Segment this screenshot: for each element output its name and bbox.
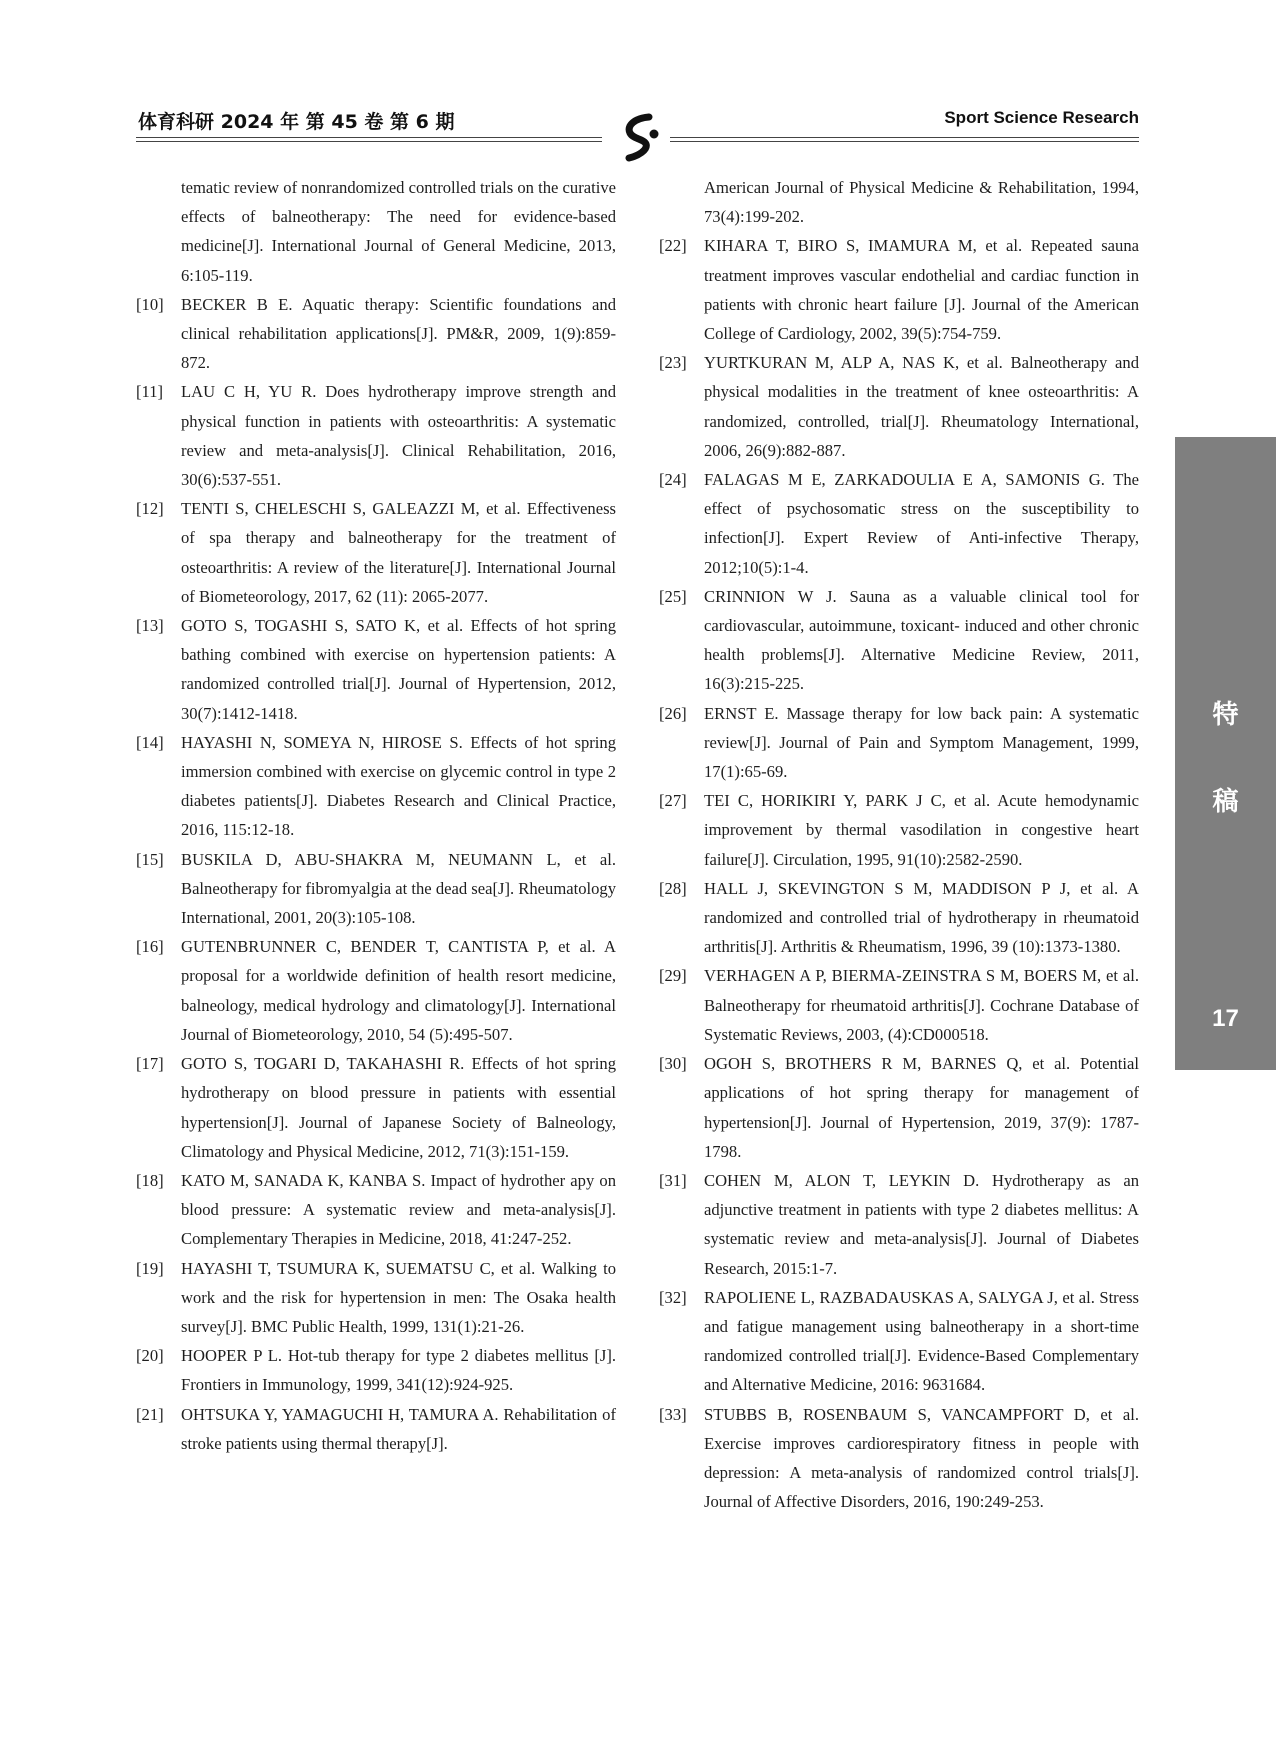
reference-item (659, 961, 1139, 1049)
reference-number: [18] (136, 1170, 164, 1190)
header-rule-left-top (136, 137, 602, 138)
reference-item (659, 1400, 1139, 1517)
reference-item (136, 1254, 616, 1342)
reference-number: [31] (659, 1170, 687, 1190)
reference-text: BUSKILA D, ABU-SHAKRA M, NEUMANN L, et al. Balneotherapy for fibromyalgia at the dead sea[J]. Rheumatology International, 2001, 20(3):105-108. (181, 849, 616, 928)
reference-text: OHTSUKA Y, YAMAGUCHI H, TAMURA A. Rehabilitation of stroke patients using thermal therapy[J]. (181, 1404, 616, 1453)
reference-text: BECKER B E. Aquatic therapy: Scientific foundations and clinical rehabilitation applications[J]. PM&R, 2009, 1(9):859-872. (181, 294, 616, 373)
reference-item (136, 1341, 616, 1399)
reference-text: HALL J, SKEVINGTON S M, MADDISON P J, et al. A randomized and controlled trial of hydrotherapy in rheumatoid arthritis[J]. Arthritis & Rheumatism, 1996, 39 (10):1373-1380. (704, 878, 1139, 957)
reference-item (136, 845, 616, 933)
reference-number: [19] (136, 1258, 164, 1278)
reference-text: TENTI S, CHELESCHI S, GALEAZZI M, et al. Effectiveness of spa therapy and balneotherapy for the treatment of osteoarthritis: A review of the literature[J]. International Journal of Biometeorology, 2017, 62 (11): 2065-2077. (181, 499, 616, 606)
reference-number: [11] (136, 382, 164, 402)
reference-number: [26] (659, 703, 687, 723)
reference-text: LAU C H, YU R. Does hydrotherapy improve strength and physical function in patients with osteoarthritis: A systematic review and meta-analysis[J]. Clinical Rehabilitation, 2016, 30(6):537-551. (181, 382, 616, 490)
reference-number: [13] (136, 616, 164, 636)
reference-item (659, 1283, 1139, 1400)
reference-number: [15] (136, 849, 164, 869)
reference-item (136, 494, 616, 611)
header-rule-right-top (670, 137, 1139, 138)
issue-info: 2024 年 第 45 卷 第 6 期 (220, 111, 455, 133)
reference-number: [20] (136, 1346, 164, 1366)
reference-text: OGOH S, BROTHERS R M, BARNES Q, et al. Potential applications of hot spring therapy for management of hypertension[J]. Journal of Hypertension, 2019, 37(9): 1787-1798. (704, 1054, 1139, 1161)
journal-title-cn: 体育科研 (138, 111, 215, 133)
reference-number: [17] (136, 1054, 164, 1074)
reference-item (136, 1166, 616, 1254)
reference-text: GOTO S, TOGARI D, TAKAHASHI R. Effects of hot spring hydrotherapy on blood pressure in patients with essential hypertension[J]. Journal of Japanese Society of Balneology, Climatology and Physical Medicine, 2012, 71(3):151-159. (181, 1054, 616, 1161)
reference-continuation (659, 173, 1139, 231)
reference-number: [29] (659, 966, 687, 986)
reference-text: TEI C, HORIKIRI Y, PARK J C, et al. Acute hemodynamic improvement by thermal vasodilation in congestive heart failure[J]. Circulation, 1995, 91(10):2582-2590. (704, 791, 1139, 869)
reference-number: [21] (136, 1404, 164, 1424)
reference-item (659, 1166, 1139, 1283)
reference-item (659, 465, 1139, 582)
journal-title-en: Sport Science Research (944, 108, 1139, 127)
reference-text: GUTENBRUNNER C, BENDER T, CANTISTA P, et al. A proposal for a worldwide definition of health resort medicine, balneology, medical hydrology and climatology[J]. International Journal of Biometeorology, 2010, 54 (5):495-507. (181, 937, 616, 1044)
reference-text: ERNST E. Massage therapy for low back pain: A systematic review[J]. Journal of Pain and Symptom Management, 1999, 17(1):65-69. (704, 703, 1139, 782)
reference-item (136, 1049, 616, 1166)
reference-text: HAYASHI N, SOMEYA N, HIROSE S. Effects of hot spring immersion combined with exercise on glycemic control in type 2 diabetes patients[J]. Diabetes Research and Clinical Practice, 2016, 115:12-18. (181, 732, 616, 840)
reference-item (136, 1400, 616, 1458)
reference-text: KATO M, SANADA K, KANBA S. Impact of hydrother apy on blood pressure: A systematic review and meta-analysis[J]. Complementary Therapies in Medicine, 2018, 41:247-252. (181, 1170, 616, 1249)
reference-text: STUBBS B, ROSENBAUM S, VANCAMPFORT D, et al. Exercise improves cardiorespiratory fitness in people with depression: A meta-analysis of randomized control trials[J]. Journal of Affective Disorders, 2016, 190:249-253. (704, 1404, 1139, 1512)
reference-text: GOTO S, TOGASHI S, SATO K, et al. Effects of hot spring bathing combined with exercise on hypertension patients: A randomized controlled trial[J]. Journal of Hypertension, 2012, 30(7):1412-1418. (181, 616, 616, 723)
reference-number: [24] (659, 470, 687, 490)
reference-text: RAPOLIENE L, RAZBADAUSKAS A, SALYGA J, et al. Stress and fatigue management using balneotherapy in a short-time randomized controlled trial[J]. Evidence-Based Complementary and Alternative Medicine, 2016: 9631684. (704, 1287, 1139, 1395)
reference-number: [23] (659, 353, 687, 373)
journal-header (138, 107, 455, 134)
reference-continuation (136, 173, 616, 290)
reference-item (659, 582, 1139, 699)
reference-text: American Journal of Physical Medicine & Rehabilitation, 1994, 73(4):199-202. (704, 178, 1139, 227)
reference-text: HOOPER P L. Hot-tub therapy for type 2 diabetes mellitus [J]. Frontiers in Immunology, 1999, 341(12):924-925. (181, 1346, 616, 1395)
reference-text: FALAGAS M E, ZARKADOULIA E A, SAMONIS G. The effect of psychosomatic stress on the susceptibility to infection[J]. Expert Review of Anti-infective Therapy, 2012;10(5):1-4. (704, 470, 1139, 577)
reference-text: CRINNION W J. Sauna as a valuable clinical tool for cardiovascular, autoimmune, toxicant- induced and other chronic health problems[J]. Alternative Medicine Review, 2011, 16(3):215-225. (704, 586, 1139, 694)
reference-text: tematic review of nonrandomized controlled trials on the curative effects of balneotherapy: The need for evidence-based medicine[J]. International Journal of General Medicine, 2013, 6:105-119. (181, 178, 616, 285)
reference-number: [25] (659, 586, 687, 606)
reference-number: [27] (659, 791, 687, 811)
reference-text: YURTKURAN M, ALP A, NAS K, et al. Balneotherapy and physical modalities in the treatment of knee osteoarthritis: A randomized, controlled, trial[J]. Rheumatology International, 2006, 26(9):882-887. (704, 353, 1139, 460)
reference-text: KIHARA T, BIRO S, IMAMURA M, et al. Repeated sauna treatment improves vascular endothelial and cardiac function in patients with chronic heart failure [J]. Journal of the American College of Cardiology, 2002, 39(5):754-759. (704, 236, 1139, 344)
section-side-tab (1175, 437, 1276, 1070)
references-right-column (659, 173, 1139, 1516)
header-rule-left-bottom (136, 141, 602, 142)
references-left-column (136, 173, 616, 1458)
header-rule-right-bottom (670, 141, 1139, 142)
reference-item (659, 874, 1139, 962)
reference-number: [16] (136, 937, 164, 957)
reference-number: [22] (659, 236, 687, 256)
reference-item (659, 348, 1139, 465)
reference-item (659, 1049, 1139, 1166)
reference-number: [12] (136, 499, 164, 519)
reference-number: [10] (136, 294, 164, 314)
reference-item (136, 290, 616, 378)
reference-item (659, 231, 1139, 348)
reference-number: [32] (659, 1287, 687, 1307)
reference-number: [30] (659, 1054, 687, 1074)
section-label-char-2: 稿 (1212, 787, 1239, 817)
reference-item (659, 786, 1139, 874)
reference-text: HAYASHI T, TSUMURA K, SUEMATSU C, et al. Walking to work and the risk for hypertension in men: The Osaka health survey[J]. BMC Public Health, 1999, 131(1):21-26. (181, 1258, 616, 1336)
reference-text: VERHAGEN A P, BIERMA-ZEINSTRA S M, BOERS M, et al. Balneotherapy for rheumatoid arthritis[J]. Cochrane Database of Systematic Reviews, 2003, (4):CD000518. (704, 966, 1139, 1044)
reference-number: [28] (659, 878, 687, 898)
page-number: 17 (1212, 1005, 1239, 1032)
reference-item (136, 932, 616, 1049)
section-label-char-1: 特 (1212, 700, 1239, 730)
journal-logo-icon (616, 112, 666, 164)
reference-number: [14] (136, 732, 164, 752)
reference-item (136, 728, 616, 845)
reference-text: COHEN M, ALON T, LEYKIN D. Hydrotherapy as an adjunctive treatment in patients with type 2 diabetes mellitus: A systematic review and meta-analysis[J]. Journal of Diabetes Research, 2015:1-7. (704, 1170, 1139, 1278)
reference-number: [33] (659, 1404, 687, 1424)
reference-item (136, 611, 616, 728)
reference-item (659, 699, 1139, 787)
reference-item (136, 377, 616, 494)
